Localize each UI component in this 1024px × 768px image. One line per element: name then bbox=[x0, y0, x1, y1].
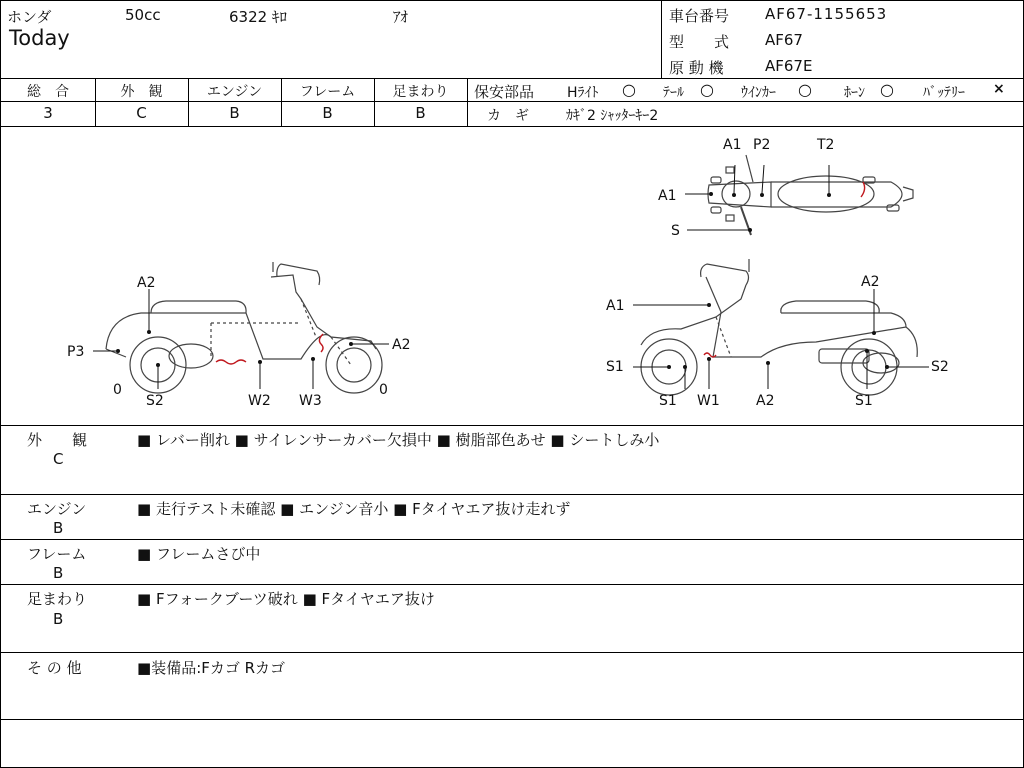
note-category-engine: エンジン bbox=[27, 500, 87, 518]
note-other-1: 装備品:Fカゴ Rカゴ bbox=[151, 659, 286, 677]
label-left-zero-r: 0 bbox=[379, 382, 388, 398]
note-grade-frame: B bbox=[53, 564, 64, 582]
grade-label-suspension: 足まわり bbox=[392, 84, 449, 100]
note-category-frame: フレーム bbox=[27, 545, 87, 563]
note-exterior-4: シートしみ小 bbox=[569, 431, 660, 449]
safety-mark-headlight: ○ bbox=[622, 80, 636, 99]
note-items-exterior: ■ レバー削れ ■ サイレンサーカバー欠損中 ■ 樹脂部色あせ ■ シートしみ小 bbox=[137, 431, 660, 449]
note-grade-exterior: C bbox=[53, 450, 64, 468]
label-left-p3: P3 bbox=[67, 344, 85, 360]
label-top-p2: P2 bbox=[753, 137, 771, 153]
note-category-suspension: 足まわり bbox=[27, 590, 88, 608]
safety-item-horn: ﾎｰﾝ bbox=[844, 85, 865, 101]
label-left-a2: A2 bbox=[137, 275, 156, 291]
label-right-s1-c: S1 bbox=[855, 393, 873, 409]
keys-value: ｶｷﾞ2 ｼｬｯﾀｰｷｰ2 bbox=[566, 108, 659, 124]
note-items-other: ■装備品:Fカゴ Rカゴ bbox=[137, 659, 286, 677]
grade-label-engine: エンジン bbox=[206, 84, 263, 100]
note-exterior-3: 樹脂部色あせ bbox=[455, 431, 546, 449]
note-engine-1: 走行テスト未確認 bbox=[155, 500, 276, 518]
frame-number: AF67-1155653 bbox=[765, 5, 888, 23]
model-type: AF67 bbox=[765, 31, 803, 49]
note-grade-suspension: B bbox=[53, 610, 64, 628]
note-category-exterior: 外 観 bbox=[27, 431, 88, 449]
note-engine-2: エンジン音小 bbox=[299, 500, 389, 518]
label-left-zero-l: 0 bbox=[113, 382, 122, 398]
safety-item-headlight: Hﾗｲﾄ bbox=[567, 85, 599, 101]
grade-value-exterior: C bbox=[136, 104, 147, 122]
label-left-a2-right: A2 bbox=[392, 337, 411, 353]
damage-diagrams bbox=[1, 127, 1023, 425]
safety-mark-winker: ○ bbox=[798, 80, 812, 99]
engine-model: AF67E bbox=[765, 57, 813, 75]
note-engine-3: Fタイヤエア抜け走れず bbox=[412, 500, 571, 518]
safety-mark-tail: ○ bbox=[700, 80, 714, 99]
note-frame-1: フレームさび中 bbox=[155, 545, 261, 563]
grade-value-suspension: B bbox=[415, 104, 426, 122]
label-top-a1-side: A1 bbox=[658, 188, 677, 204]
note-category-other: そ の 他 bbox=[27, 659, 82, 677]
note-grade-engine: B bbox=[53, 519, 64, 537]
note-suspension-1: Fフォークブーツ破れ bbox=[155, 590, 298, 608]
note-suspension-2: Fタイヤエア抜け bbox=[321, 590, 435, 608]
model-type-label: 型 式 bbox=[669, 33, 730, 51]
keys-label: カ ギ bbox=[487, 108, 529, 124]
grade-label-frame: フレーム bbox=[299, 84, 356, 100]
label-right-s1-a: S1 bbox=[606, 359, 624, 375]
model-name: Today bbox=[9, 26, 70, 50]
safety-title: 保安部品 bbox=[474, 83, 535, 101]
grade-label-exterior: 外 観 bbox=[120, 84, 163, 100]
note-exterior-1: レバー削れ bbox=[155, 431, 230, 449]
safety-item-battery: ﾊﾞｯﾃﾘｰ bbox=[923, 85, 965, 101]
note-items-frame: ■ フレームさび中 bbox=[137, 545, 261, 563]
grade-value-engine: B bbox=[229, 104, 240, 122]
label-right-a1: A1 bbox=[606, 298, 625, 314]
safety-mark-horn: ○ bbox=[880, 80, 894, 99]
label-right-s1-b: S1 bbox=[659, 393, 677, 409]
label-right-a2: A2 bbox=[861, 274, 880, 290]
color: ｱｵ bbox=[393, 8, 409, 26]
label-top-s: S bbox=[671, 223, 680, 239]
safety-mark-battery: × bbox=[993, 81, 1005, 97]
label-top-t2: T2 bbox=[817, 137, 835, 153]
grade-label-overall: 総 合 bbox=[27, 84, 69, 100]
grade-value-frame: B bbox=[322, 104, 333, 122]
mileage: 6322 ｷﾛ bbox=[229, 8, 287, 26]
grade-value-overall: 3 bbox=[43, 104, 53, 122]
engine-model-label: 原 動 機 bbox=[669, 59, 724, 77]
frame-number-label: 車台番号 bbox=[669, 7, 730, 25]
scooter-top-view bbox=[708, 155, 913, 235]
label-left-w2: W2 bbox=[248, 393, 271, 409]
note-items-suspension: ■ Fフォークブーツ破れ ■ Fタイヤエア抜け bbox=[137, 590, 435, 608]
label-right-a2-b: A2 bbox=[756, 393, 775, 409]
note-items-engine: ■ 走行テスト未確認 ■ エンジン音小 ■ Fタイヤエア抜け走れず bbox=[137, 500, 571, 518]
note-exterior-2: サイレンサーカバー欠損中 bbox=[253, 431, 432, 449]
label-top-a1: A1 bbox=[723, 137, 742, 153]
label-left-s2: S2 bbox=[146, 393, 164, 409]
label-right-s2: S2 bbox=[931, 359, 949, 375]
maker: ホンダ bbox=[7, 8, 52, 26]
safety-item-tail: ﾃｰﾙ bbox=[663, 85, 684, 101]
displacement: 50cc bbox=[125, 6, 161, 24]
label-right-w1: W1 bbox=[697, 393, 720, 409]
safety-item-winker: ｳｲﾝｶｰ bbox=[741, 85, 776, 101]
label-left-w3: W3 bbox=[299, 393, 322, 409]
